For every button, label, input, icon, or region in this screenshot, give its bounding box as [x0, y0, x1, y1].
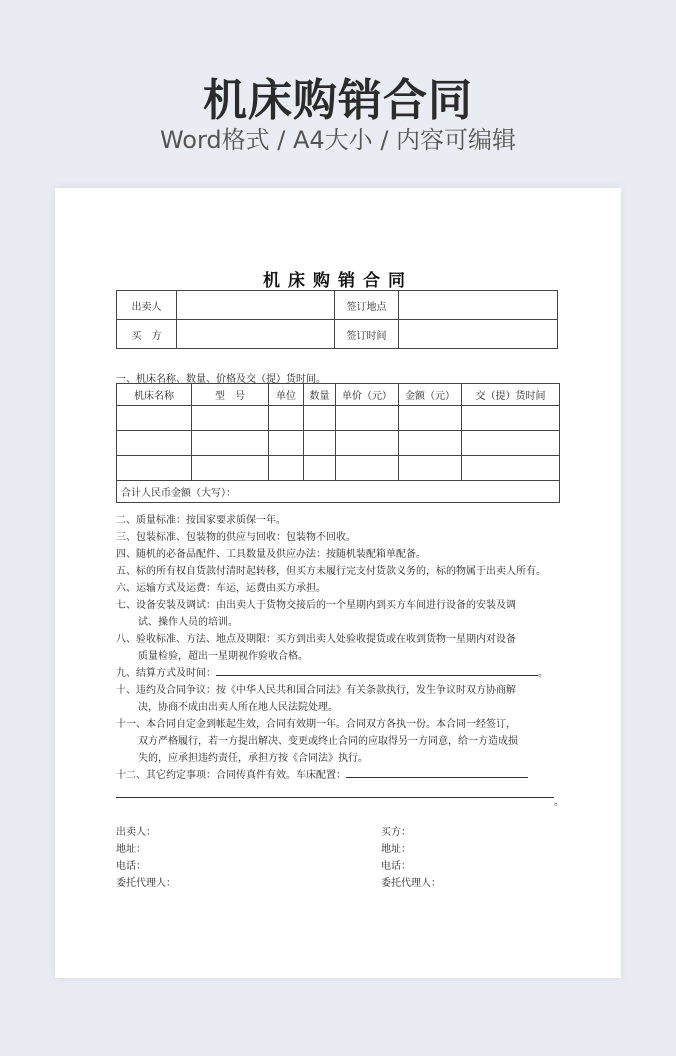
settlement-fill-line[interactable]	[216, 665, 538, 676]
seller-signature-block	[116, 824, 176, 892]
section-1-heading: 一、机床名称、数量、价格及交（提）货时间。	[116, 374, 326, 385]
clause-3: 三、包装标准、包装物的供应与回收：包装物不回收。	[116, 532, 356, 543]
col-unit: 单位	[269, 384, 304, 406]
seller-label: 出卖人	[117, 291, 177, 320]
clause-12-label: 十二、其它约定事项：合同传真件有效。车床配置：	[116, 770, 346, 781]
sign-time-label: 签订时间	[335, 320, 399, 349]
col-amount: 金额（元）	[399, 384, 462, 406]
extra-fill-line[interactable]	[116, 797, 554, 798]
clause-7-line-2: 试、操作人员的培训。	[138, 617, 238, 628]
buyer-signature-block	[381, 824, 441, 892]
clause-10-line-1: 十、违约及合同争议：按《中华人民共和国合同法》有关条款执行，发生争议时双方协商解	[116, 685, 516, 696]
seller-address-label: 地址：	[116, 844, 146, 855]
clause-5: 五、标的所有权自货款付清时起转移，但买方未履行完支付货款义务的，标的物属于出卖人所有。	[116, 566, 546, 577]
clause-11-line-1: 十一、本合同自定金到帐起生效，合同有效期一年。合同双方各执一份。本合同一经签订，	[116, 719, 516, 730]
table-row[interactable]	[117, 456, 560, 481]
clause-11	[116, 716, 562, 767]
banner-subtitle: Word格式 / A4大小 / 内容可编辑	[159, 126, 517, 154]
buyer-value-cell[interactable]	[177, 320, 335, 349]
clause-11-line-2: 双方严格履行，若一方提出解决、变更或终止合同的应取得另一方同意，给一方造成损	[138, 736, 518, 747]
buyer-agent-label: 委托代理人：	[381, 878, 441, 889]
buyer-label: 买 方	[117, 320, 177, 349]
total-amount-label: 合计人民币金额（大写）：	[117, 481, 560, 503]
sign-place-value-cell[interactable]	[399, 291, 558, 320]
contract-document	[55, 188, 621, 978]
clause-7	[116, 597, 562, 631]
clause-11-line-3: 失的，应承担违约责任，承担方按《合同法》执行。	[138, 753, 368, 764]
clause-2: 二、质量标准：按国家要求质保一年。	[116, 515, 286, 526]
clause-10-line-2: 决，协商不成由出卖人所在地人民法院处理。	[138, 702, 338, 713]
seller-value-cell[interactable]	[177, 291, 335, 320]
goods-header-row	[117, 384, 560, 406]
clause-7-line-1: 七、设备安装及调试：由出卖人于货物交接后的一个星期内到买方车间进行设备的安装及调	[116, 600, 516, 611]
party-table	[116, 290, 558, 349]
extra-fill-line-end: 。	[554, 797, 564, 808]
col-delivery-time: 交（提）货时间	[462, 384, 560, 406]
clause-9-end: 。	[538, 668, 548, 679]
clause-8-line-2: 质量检验，超出一星期视作验收合格。	[138, 651, 308, 662]
clause-8-line-1: 八、验收标准、方法、地点及期限：买方到出卖人处验收提货或在收到货物一星期内对设备	[116, 634, 516, 645]
clause-9-label: 九、结算方式及时间：	[116, 668, 216, 679]
clause-12	[116, 767, 562, 784]
lathe-config-fill-line[interactable]	[346, 767, 528, 778]
buyer-sign-label: 买方：	[381, 827, 411, 838]
banner-title: 机床购销合同	[203, 75, 473, 126]
total-row[interactable]	[117, 481, 560, 503]
sign-time-value-cell[interactable]	[399, 320, 558, 349]
clauses	[116, 512, 562, 784]
table-row[interactable]	[117, 431, 560, 456]
col-model: 型 号	[192, 384, 269, 406]
goods-table	[116, 383, 560, 503]
clause-8	[116, 631, 562, 665]
buyer-phone-label: 电话：	[381, 861, 411, 872]
clause-4: 四、随机的必备品配件、工具数量及供应办法：按随机装配箱单配备。	[116, 549, 426, 560]
table-row[interactable]	[117, 406, 560, 431]
clause-10	[116, 682, 562, 716]
seller-phone-label: 电话：	[116, 861, 146, 872]
clause-9	[116, 665, 562, 682]
col-quantity: 数量	[304, 384, 336, 406]
buyer-address-label: 地址：	[381, 844, 411, 855]
col-machine-name: 机床名称	[117, 384, 192, 406]
clause-6: 六、运输方式及运费：车运，运费由买方承担。	[116, 583, 326, 594]
seller-agent-label: 委托代理人：	[116, 878, 176, 889]
seller-sign-label: 出卖人：	[116, 827, 156, 838]
document-title: 机床购销合同	[263, 271, 413, 291]
sign-place-label: 签订地点	[335, 291, 399, 320]
col-unit-price: 单价（元）	[336, 384, 399, 406]
